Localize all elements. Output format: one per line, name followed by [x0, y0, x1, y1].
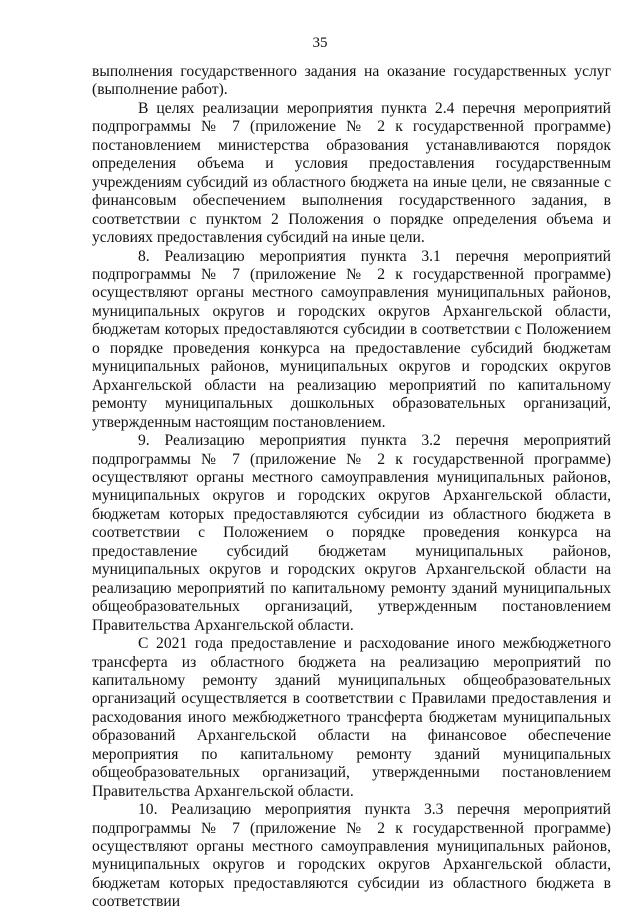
- document-body: [92, 63, 611, 912]
- page-number: 35: [312, 35, 328, 51]
- paragraph-continuation: выполнения государственного задания на оказание государственных услуг (выполнение работ).: [92, 63, 611, 99]
- paragraph-item-8: 8. Реализацию мероприятия пункта 3.1 перечня мероприятий подпрограммы № 7 (приложение № 2 к государственной программе) осуществляют органы местного самоуправления муниципальных районов, муниципальных округов и городских округов Архангельской области, бюджетам которых предоставляются субсидии в соответствии с Положением о порядке проведения конкурса на предоставление субсидий бюджетам муниципальных районов, муниципальных округов и городских округов Архангельской области на реализацию мероприятий по капитальному ремонту муниципальных дошкольных образовательных организаций, утвержденным настоящим постановлением.: [92, 247, 611, 431]
- paragraph-2021-transfer: С 2021 года предоставление и расходование иного межбюджетного трансферта из областного бюджета на реализацию мероприятий по капитальному ремонту зданий муниципальных общеобразовательных организаций осуществляется в соответствии с Правилами предоставления и расходования иного межбюджетного трансферта бюджетам муниципальных образований Архангельской области на финансовое обеспечение мероприятия по капитальному ремонту зданий муниципальных общеобразовательных организаций, утвержденными постановлением Правительства Архангельской области.: [92, 635, 611, 800]
- paragraph-item-2-4: В целях реализации мероприятия пункта 2.4 перечня мероприятий подпрограммы № 7 (приложение № 2 к государственной программе) постановлением министерства образования устанавливаются порядок определения объема и условия предоставления государственным учреждениям субсидий из областного бюджета на иные цели, не связанные с финансовым обеспечением выполнения государственного задания, в соответствии с пунктом 2 Положения о порядке определения объема и условиях предоставления субсидий на иные цели.: [92, 99, 611, 247]
- paragraph-item-9: 9. Реализацию мероприятия пункта 3.2 перечня мероприятий подпрограммы № 7 (приложение № 2 к государственной программе) осуществляют органы местного самоуправления муниципальных районов, муниципальных округов и городских округов Архангельской области, бюджетам которых предоставляются субсидии из областного бюджета в соответствии с Положением о порядке проведения конкурса на предоставление субсидий бюджетам муниципальных районов, муниципальных округов и городских округов Архангельской области на реализацию мероприятий по капитальному ремонту зданий муниципальных общеобразовательных организаций, утвержденным постановлением Правительства Архангельской области.: [92, 432, 611, 634]
- paragraph-item-10: 10. Реализацию мероприятия пункта 3.3 перечня мероприятий подпрограммы № 7 (приложение № 2 к государственной программе) осуществляют органы местного самоуправления муниципальных районов, муниципальных округов и городских округов Архангельской области, бюджетам которых предоставляются субсидии из областного бюджета в соответствии: [92, 801, 611, 911]
